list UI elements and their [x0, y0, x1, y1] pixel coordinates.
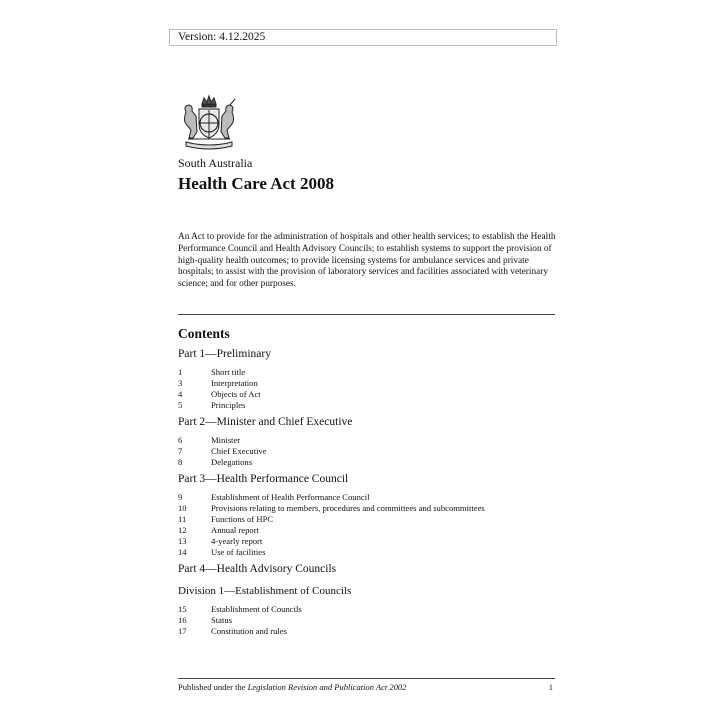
- toc-item[interactable]: [178, 435, 558, 446]
- section-title: Use of facilities: [211, 547, 266, 557]
- contents-heading: Contents: [178, 326, 230, 341]
- toc-part: [178, 415, 558, 468]
- section-title: Constitution and rules: [211, 626, 287, 636]
- version-label: Version: 4.12.2025: [178, 31, 266, 43]
- section-title: Interpretation: [211, 378, 258, 388]
- part-heading[interactable]: Part 4—Health Advisory Councils: [178, 563, 337, 575]
- table-of-contents: [178, 345, 558, 641]
- long-title: An Act to provide for the administration of hospitals and other health services; to establish the Health Performance Council and Health Advisory Councils; to establish systems to support the provision of high-quality health outcomes; to provide licensing systems for ambulance services and private hospitals; to assist with the provision of laboratory services and facilities associated with veterinary science; and for other purposes.: [178, 232, 556, 290]
- toc-item[interactable]: [178, 514, 558, 525]
- coat-of-arms-icon: [178, 94, 240, 150]
- section-title: Delegations: [211, 457, 253, 467]
- toc-item[interactable]: [178, 536, 558, 547]
- footer-divider: [178, 678, 555, 679]
- section-number: 17: [178, 626, 187, 636]
- section-number: 7: [178, 446, 183, 456]
- section-title: Objects of Act: [211, 389, 261, 399]
- section-title: Short title: [211, 367, 246, 377]
- toc-item[interactable]: [178, 492, 558, 503]
- section-title: Provisions relating to members, procedures and committees and subcommittees: [211, 503, 485, 513]
- section-number: 5: [178, 400, 183, 410]
- section-title: Chief Executive: [211, 446, 267, 456]
- toc-part: [178, 562, 558, 637]
- section-number: 4: [178, 389, 183, 399]
- toc-part: [178, 472, 558, 558]
- section-title: Principles: [211, 400, 246, 410]
- section-number: 6: [178, 435, 183, 445]
- division-heading[interactable]: Division 1—Establishment of Councils: [178, 585, 352, 597]
- footer-act-name: Legislation Revision and Publication Act 2002: [247, 682, 407, 692]
- section-title: Status: [211, 615, 233, 625]
- version-box: [169, 29, 557, 46]
- section-title: Functions of HPC: [211, 514, 274, 524]
- section-number: 1: [178, 367, 183, 377]
- section-title: 4-yearly report: [211, 536, 263, 546]
- toc-item[interactable]: [178, 446, 558, 457]
- toc-item[interactable]: [178, 389, 558, 400]
- part-heading[interactable]: Part 2—Minister and Chief Executive: [178, 416, 353, 428]
- section-number: 13: [178, 536, 187, 546]
- section-number: 8: [178, 457, 183, 467]
- toc-item[interactable]: [178, 615, 558, 626]
- section-title: Annual report: [211, 525, 259, 535]
- toc-item[interactable]: [178, 503, 558, 514]
- toc-item[interactable]: [178, 604, 558, 615]
- divider: [178, 314, 555, 315]
- page-number: 1: [548, 682, 553, 692]
- section-number: 16: [178, 615, 187, 625]
- section-title: Establishment of Health Performance Council: [211, 492, 370, 502]
- section-number: 10: [178, 503, 187, 513]
- part-heading[interactable]: Part 1—Preliminary: [178, 348, 271, 360]
- toc-item[interactable]: [178, 525, 558, 536]
- section-title: Establishment of Councils: [211, 604, 302, 614]
- toc-item[interactable]: [178, 626, 558, 637]
- toc-item[interactable]: [178, 547, 558, 558]
- footer-published-prefix: Published under the: [178, 682, 248, 692]
- section-number: 3: [178, 378, 183, 388]
- jurisdiction-label: South Australia: [178, 156, 253, 170]
- part-heading[interactable]: Part 3—Health Performance Council: [178, 473, 349, 485]
- toc-part: [178, 347, 558, 411]
- toc-item[interactable]: [178, 457, 558, 468]
- page-footer: [178, 682, 555, 693]
- toc-item[interactable]: [178, 378, 558, 389]
- act-title: Health Care Act 2008: [178, 174, 334, 193]
- section-number: 9: [178, 492, 183, 502]
- section-number: 15: [178, 604, 187, 614]
- section-number: 11: [178, 514, 187, 524]
- toc-item[interactable]: [178, 400, 558, 411]
- section-number: 14: [178, 547, 187, 557]
- section-number: 12: [178, 525, 187, 535]
- section-title: Minister: [211, 435, 241, 445]
- toc-item[interactable]: [178, 367, 558, 378]
